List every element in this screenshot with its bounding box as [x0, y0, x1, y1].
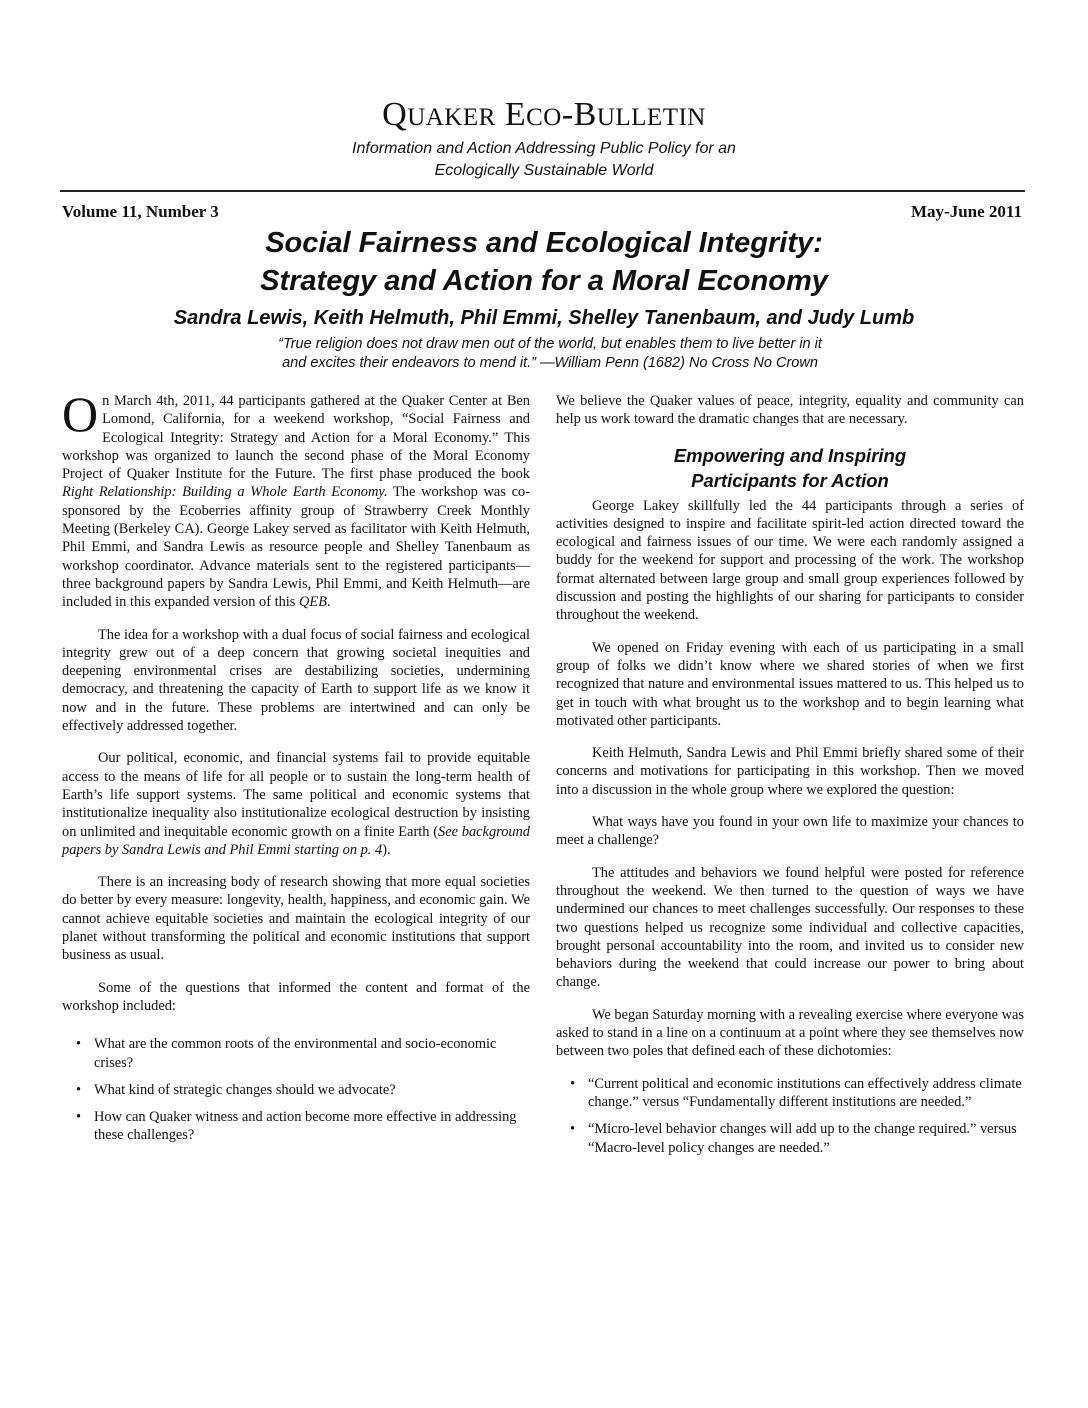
- paragraph: We believe the Quaker values of peace, integrity, equality and community can help us work toward the dramatic changes that are necessary.: [556, 393, 1024, 428]
- paragraph: What ways have you found in your own life to maximize your chances to meet a challenge?: [556, 814, 1024, 849]
- drop-cap: O: [62, 386, 99, 442]
- quote-line-2: and excites their endeavors to mend it.” —William Penn (1682) No Cross No Crown: [282, 355, 818, 371]
- article-title: [0, 224, 1088, 300]
- section-heading: [556, 443, 1024, 493]
- list-item: • “Micro-level behavior changes will add up to the change required.” versus “Macro-level policy changes are needed.”: [588, 1120, 1024, 1157]
- paragraph: There is an increasing body of research showing that more equal societies do better by every measure: longevity, health, happiness, and economic gain. We cannot achieve equitable societies and maintain the ecological integrity of our planet without transforming the political and economic institutions that support business as usual.: [62, 874, 530, 964]
- quote-line-1: “True religion does not draw men out of the world, but enables them to live better in it: [278, 336, 822, 352]
- paragraph: The idea for a workshop with a dual focus of social fairness and ecological integrity grew out of a deep concern that growing societal inequities and deepening environmental crises are destabilizing societies, undermining democracy, and threatening the capacity of Earth to support life as we know it now and in the future. These problems are intertwined and can only be effectively addressed together.: [62, 626, 530, 735]
- paragraph: We opened on Friday evening with each of us participating in a small group of folks we didn’t know where we shared stories of when we first recognized that nature and environmental issues mattered to us. This helped us to get in touch with what brought us to the workshop and to begin learning what motivated other participants.: [556, 639, 1024, 729]
- subtitle-line-1: Information and Action Addressing Public Policy for an: [352, 140, 736, 157]
- subtitle-line-2: Ecologically Sustainable World: [434, 162, 654, 179]
- list-item: • “Current political and economic institutions can effectively address climate change.” versus “Fundamentally different institutions are needed.”: [588, 1075, 1024, 1112]
- background-papers-reference: See background papers by Sandra Lewis and Phil Emmi starting on p. 4: [62, 823, 530, 858]
- issue-date: May-June 2011: [911, 202, 1022, 221]
- paragraph: Our political, economic, and financial systems fail to provide equitable access to the means of life for all people or to sustain the long-term health of Earth’s life support systems. The same political and economic systems that institutionalize inequality also institutionalize ecological destruction by insisting on unlimited and inequitable economic growth on a finite Earth (See background papers by Sandra Lewis and Phil Emmi starting on p. 4).: [62, 750, 530, 858]
- list-item: • How can Quaker witness and action become more effective in addressing these challenges?: [94, 1108, 530, 1145]
- masthead-subtitle: [0, 138, 1088, 182]
- dichotomy-list: [556, 1075, 1024, 1157]
- paragraph: Some of the questions that informed the content and format of the workshop included:: [62, 979, 530, 1014]
- book-title: Right Relationship: Building a Whole Earth Economy.: [62, 484, 388, 501]
- article-title-line-1: Social Fairness and Ecological Integrity:: [265, 227, 823, 259]
- article-title-line-2: Strategy and Action for a Moral Economy: [260, 265, 828, 297]
- masthead-title: QUAKER ECO-BULLETIN: [382, 96, 706, 133]
- left-column: [62, 386, 530, 1154]
- article-authors: Sandra Lewis, Keith Helmuth, Phil Emmi, Shelley Tanenbaum, and Judy Lumb: [173, 307, 915, 329]
- section-heading-line-2: Participants for Action: [691, 469, 889, 491]
- section-heading-line-1: Empowering and Inspiring: [673, 444, 907, 466]
- epigraph-quote: [150, 335, 950, 373]
- paragraph: The attitudes and behaviors we found helpful were posted for reference throughout the weekend. We then turned to the question of ways we have undermined our chances to meet challenges successfully. Our responses to these two questions helped us recognize some individual and collective capacities, brought personal accountability into the room, and invited us to consider new behaviors during the weekend that could increase our power to bring about change.: [556, 864, 1024, 991]
- paragraph: We began Saturday morning with a revealing exercise where everyone was asked to stand in a line on a continuum at a point where they see themselves now between two poles that defined each of these dichotomies:: [556, 1006, 1024, 1060]
- list-item: • What are the common roots of the environmental and socio-economic crises?: [94, 1035, 530, 1072]
- list-item: • What kind of strategic changes should we advocate?: [94, 1081, 530, 1099]
- paragraph: On March 4th, 2011, 44 participants gathered at the Quaker Center at Ben Lomond, California, for a weekend workshop, “Social Fairness and Ecological Integrity: Strategy and Action for a Moral Economy.” This workshop was organized to launch the second phase of the Moral Economy Project of Quaker Institute for the Future. The first phase produced the book Right Relationship: Building a Whole Earth Economy. The workshop was co-sponsored by the Ecoberries affinity group of Strawberry Creek Monthly Meeting (Berkeley CA). George Lakey served as facilitator with Keith Helmuth, Phil Emmi, and Sandra Lewis as resource people and Shelley Tanenbaum as workshop coordinator. Advance materials sent to the registered participants—three background papers by Sandra Lewis, Phil Emmi, and Keith Helmuth—are included in this expanded version of this QEB.: [62, 386, 530, 611]
- masthead-rule: [60, 190, 1025, 192]
- right-column: [556, 392, 1024, 1166]
- issue-volume: Volume 11, Number 3: [62, 202, 219, 221]
- paragraph: Keith Helmuth, Sandra Lewis and Phil Emmi briefly shared some of their concerns and motivations for participating in this workshop. Then we moved into a discussion in the whole group where we explored the question:: [556, 745, 1024, 798]
- qeb-reference: QEB: [299, 594, 327, 611]
- paragraph: George Lakey skillfully led the 44 participants through a series of activities designed to inspire and facilitate spirit-led action directed toward the ecological and fairness issues of our time. We were each randomly assigned a buddy for the weekend for support and processing of the work. The workshop format alternated between large group and small group experiences followed by discussion and posting the highlights of our sharing for participants to consider throughout the weekend.: [556, 497, 1024, 624]
- question-list: [62, 1035, 530, 1144]
